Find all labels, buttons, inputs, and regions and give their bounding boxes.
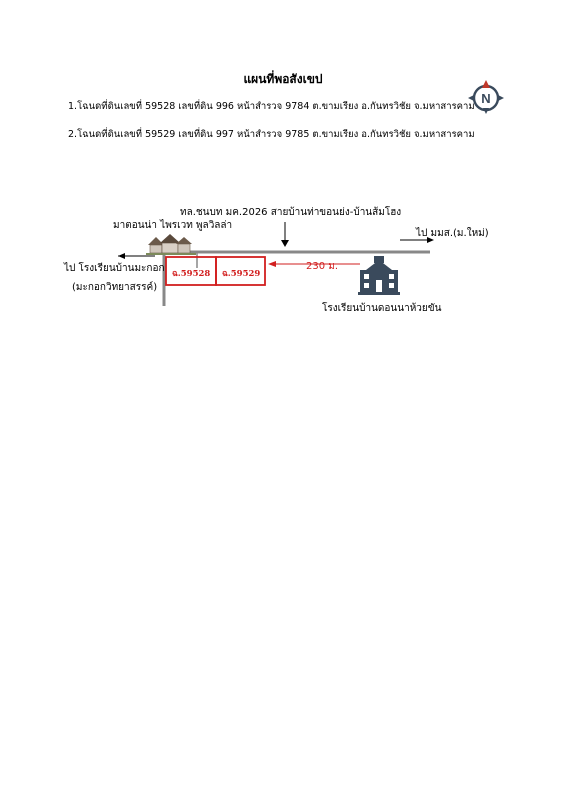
right-direction-label: ไป มมส.(ม.ใหม่) xyxy=(416,228,489,239)
left-direction-label-2: (มะกอกวิทยาสรรค์) xyxy=(72,282,158,293)
left-direction-label-1: ไป โรงเรียนบ้านมะกอก xyxy=(64,263,165,274)
parcel-label-59528: ฉ.59528 xyxy=(172,269,211,279)
left-direction-arrow xyxy=(118,253,125,259)
parcel-label-59529: ฉ.59529 xyxy=(222,269,261,279)
village-houses-icon xyxy=(146,234,196,255)
deed-line-2: 2.โฉนดที่ดินเลขที่ 59529 เลขที่ดิน 997 หน้าสำรวจ 9785 ต.ขามเรียง อ.กันทรวิชัย จ.มหาสารคาม xyxy=(68,129,475,140)
page-title: แผนที่พอสังเขป xyxy=(243,72,323,86)
compass-letter: N xyxy=(481,91,491,106)
distance-arrow xyxy=(268,261,276,267)
village-label: มาตอนน่า ไพรเวท พูลวิลล่า xyxy=(113,220,233,231)
distance-label: 230 ม. xyxy=(306,261,339,272)
school-building-icon xyxy=(358,256,400,295)
deed-line-1: 1.โฉนดที่ดินเลขที่ 59528 เลขที่ดิน 996 หน้าสำรวจ 9784 ต.ขามเรียง อ.กันทรวิชัย จ.มหาสารคาม xyxy=(68,101,475,112)
road-label: ทล.ชนบท มค.2026 สายบ้านท่าขอนย่ง-บ้านส้มโฮง xyxy=(180,207,402,218)
school-label: โรงเรียนบ้านดอนนาห้วยขัน xyxy=(322,303,442,314)
road-pointer-arrow xyxy=(281,240,289,247)
